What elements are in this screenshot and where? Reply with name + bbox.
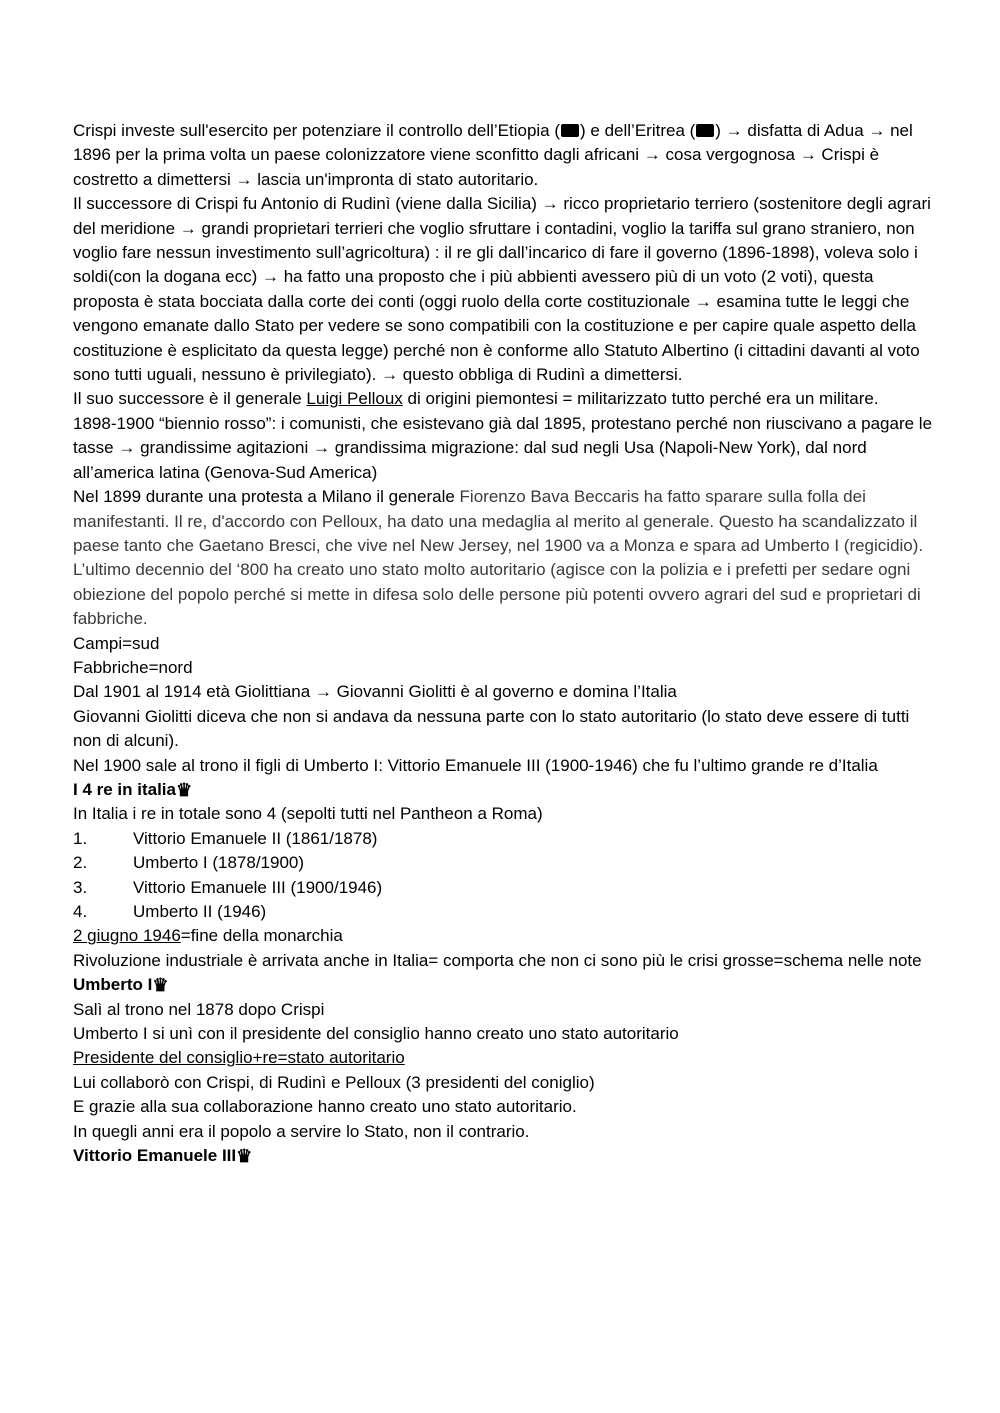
luigi-pelloux-link[interactable]: Luigi Pelloux — [306, 389, 403, 409]
paragraph-campi: Campi=sud — [73, 633, 160, 653]
list-item: 1. Vittorio Emanuele II (1861/1878) — [73, 828, 378, 848]
paragraph-umberto-presidente: Umberto I si unì con il presidente del consiglio hanno creato uno stato autoritario — [73, 1024, 679, 1044]
paragraph-eta-giolittiana: Dal 1901 al 1914 età Giolittiana → Giovanni Giolitti è al governo e domina l’Italia — [73, 682, 677, 702]
paragraph-popolo: In quegli anni era il popolo a servire lo Stato, non il contrario. — [73, 1121, 530, 1141]
kings-list — [73, 827, 940, 925]
crown-icon: ♛ — [236, 1146, 253, 1167]
paragraph-collaboro: Lui collaborò con Crispi, di Rudinì e Pelloux (3 presidenti del coniglio) — [73, 1072, 595, 1092]
heading-vittorio-emanuele-iii: Vittorio Emanuele III♛ — [73, 1146, 253, 1167]
list-item: 2. Umberto I (1878/1900) — [73, 853, 305, 873]
heading-umberto-i: Umberto I♛ — [73, 975, 169, 996]
date-link[interactable]: 2 giugno 1946 — [73, 926, 181, 946]
paragraph-fabbriche: Fabbriche=nord — [73, 657, 193, 677]
heading-quattro-re: I 4 re in italia♛ — [73, 779, 193, 800]
paragraph-pelloux: Il suo successore è il generale Luigi Pelloux di origini piemontesi = militarizzato tutto perché era un militare. — [73, 389, 879, 409]
list-item: 4. Umberto II (1946) — [73, 902, 267, 921]
paragraph-formula[interactable]: Presidente del consiglio+re=stato autoritario — [73, 1048, 405, 1068]
black-flag-icon — [561, 124, 579, 137]
crown-icon: ♛ — [176, 779, 193, 800]
paragraph-rudini: Il successore di Crispi fu Antonio di Rudinì (viene dalla Sicilia) → ricco proprietario terriero (sostenitore degli agrari del meridione → grandi proprietari terrieri che voglio sfruttare i contadini, voglio la tariffa sul grano straniero, non voglio fare nessun investimento sull’agricoltura) : il re gli dall’incarico di fare il governo (1896-1898), voleva solo i soldi(con la dogana ecc) → ha fatto una proposto che i più abbienti avessero più di un voto (2 voti), questa proposta è stata bocciata dalla corte dei conti (oggi ruolo della corte costituzionale → esamina tutte le leggi che vengono emanate dallo Stato per vedere se sono compatibili con la costituzione e per capire quale aspetto della costituzione è esplicitato da questa legge) perché non è conforme allo Statuto Albertino (i cittadini davanti al voto sono tutti uguali, nessuno è privilegiato). → questo obbliga di Rudinì a dimettersi. — [73, 194, 931, 385]
paragraph-crispi: Crispi investe sull'esercito per potenziare il controllo dell’Etiopia ( ) e dell’Eritrea ( ) → disfatta di Adua → nel 1896 per la prima volta un paese colonizzatore viene sconfitto dagli africani → cosa vergognosa → Crispi è costretto a dimettersi → lascia un'impronta di stato autoritario. — [73, 121, 913, 189]
paragraph-grazie: E grazie alla sua collaborazione hanno creato uno stato autoritario. — [73, 1097, 577, 1117]
paragraph-sali-al-trono: Salì al trono nel 1878 dopo Crispi — [73, 999, 325, 1019]
list-item: 3. Vittorio Emanuele III (1900/1946) — [73, 877, 383, 897]
paragraph-rivoluzione-industriale: Rivoluzione industriale è arrivata anche in Italia= comporta che non ci sono più le crisi grosse=schema nelle note — [73, 950, 922, 970]
black-flag-icon — [696, 124, 714, 137]
crown-icon: ♛ — [152, 975, 169, 996]
paragraph-bava-beccaris: Nel 1899 durante una protesta a Milano il generale Fiorenzo Bava Beccaris ha fatto sparare sulla folla dei manifestanti. Il re, d'accordo con Pelloux, ha dato una medaglia al merito al generale. Questo ha scandalizzato il paese tanto che Gaetano Bresci, che vive nel New Jersey, nel 1900 va a Monza e spara ad Umberto I (regicidio). — [73, 487, 924, 555]
paragraph-giolitti: Giovanni Giolitti diceva che non si andava da nessuna parte con lo stato autoritario (lo stato deve essere di tutti non di alcuni). — [73, 706, 910, 751]
paragraph-vittorio-emanuele: Nel 1900 sale al trono il figli di Umberto I: Vittorio Emanuele III (1900-1946) che fu l’ultimo grande re d’Italia — [73, 755, 878, 775]
paragraph-fine-monarchia: 2 giugno 1946=fine della monarchia — [73, 926, 343, 946]
paragraph-biennio-rosso: 1898-1900 “biennio rosso”: i comunisti, che esistevano già dal 1895, protestano perché non riuscivano a pagare le tasse → grandissime agitazioni → grandissima migrazione: dal sud negli Usa (Napoli-New York), dal nord all’america latina (Genova-Sud America) — [73, 413, 933, 482]
paragraph-re-totale: In Italia i re in totale sono 4 (sepolti tutti nel Pantheon a Roma) — [73, 804, 543, 824]
paragraph-ultimo-decennio: L’ultimo decennio del ‘800 ha creato uno stato molto autoritario (agisce con la polizia e i prefetti per sedare ogni obiezione del popolo perché si mette in difesa solo delle persone più potenti ovvero agrari del sud e proprietari di fabbriche. — [73, 560, 921, 629]
